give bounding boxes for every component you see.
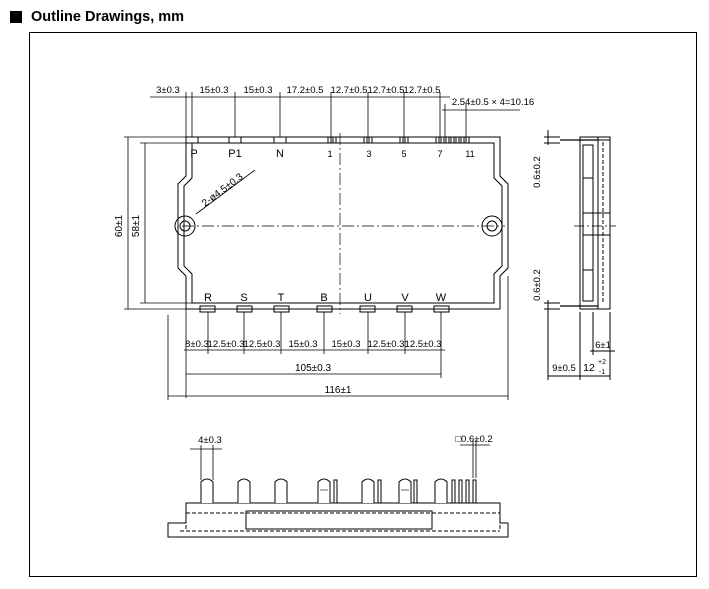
top-dimension-labels xyxy=(156,85,534,108)
dim-label: 6±1 xyxy=(595,340,611,351)
front-view-pins xyxy=(201,479,476,503)
dim-label: 9±0.5 xyxy=(552,363,576,374)
side-view-labels xyxy=(532,156,611,376)
pin-label: T xyxy=(277,292,285,304)
dim-label: 12.5±0.3 xyxy=(404,339,442,350)
pin-label: 3 xyxy=(366,149,372,159)
module-top-view xyxy=(178,133,508,314)
bottom-pin-labels xyxy=(204,292,447,304)
dim-label: 15±0.3 xyxy=(243,85,273,96)
pin-label: 1 xyxy=(327,149,333,159)
dim-label: 60±1 xyxy=(114,214,125,238)
dim-label: 105±0.3 xyxy=(294,363,332,374)
pin-label: U xyxy=(364,292,372,304)
dim-label: +2 xyxy=(598,359,606,366)
dim-label: 8±0.3 xyxy=(185,339,209,350)
section-title: Outline Drawings, mm xyxy=(31,9,185,25)
pin-label: R xyxy=(204,292,212,304)
pin-label: V xyxy=(401,292,409,304)
bottom-dimension-lines xyxy=(168,276,508,400)
dim-label: 3±0.3 xyxy=(156,85,180,96)
dim-label: 12 xyxy=(583,362,595,374)
pin-label: P xyxy=(190,148,198,160)
top-pins xyxy=(186,137,469,143)
dim-label: 4±0.3 xyxy=(198,435,222,446)
bottom-dimension-labels xyxy=(185,339,441,396)
dim-label: 12.5±0.3 xyxy=(243,339,281,350)
dim-label: 2-ø4.5±0.3 xyxy=(200,171,246,210)
pin-label: 5 xyxy=(401,149,407,159)
dim-label: -1 xyxy=(598,369,606,376)
dim-label: 12.7±0.5 xyxy=(330,85,368,96)
hole-callout xyxy=(196,170,255,214)
pin-label: B xyxy=(320,292,328,304)
top-pin-labels xyxy=(190,148,474,160)
dim-label: 116±1 xyxy=(324,385,352,396)
dim-label: 12.7±0.5 xyxy=(403,85,441,96)
module-front-view xyxy=(168,503,508,537)
dim-label: 17.2±0.5 xyxy=(286,85,324,96)
dim-label: □0.6±0.2 xyxy=(455,434,493,445)
pin-label: P1 xyxy=(228,148,242,160)
dim-label: 15±0.3 xyxy=(288,339,318,350)
pin-label: 11 xyxy=(465,149,475,159)
dim-label: 12.5±0.3 xyxy=(207,339,245,350)
pin-label: S xyxy=(240,292,248,304)
front-view-labels xyxy=(198,434,493,446)
dim-label: 0.6±0.2 xyxy=(532,156,543,188)
dim-label: 15±0.3 xyxy=(331,339,361,350)
dim-label: 2.54±0.5 × 4=10.16 xyxy=(451,97,535,108)
front-view-dims xyxy=(190,440,490,480)
dim-label: 12.5±0.3 xyxy=(367,339,405,350)
pin-label: W xyxy=(435,292,447,304)
dim-label: 12.7±0.5 xyxy=(367,85,405,96)
dim-label: 15±0.3 xyxy=(199,85,229,96)
dim-label: 0.6±0.2 xyxy=(532,269,543,301)
dim-label: 58±1 xyxy=(131,214,142,238)
pin-label: 7 xyxy=(437,149,443,159)
pin-label: N xyxy=(276,148,284,160)
